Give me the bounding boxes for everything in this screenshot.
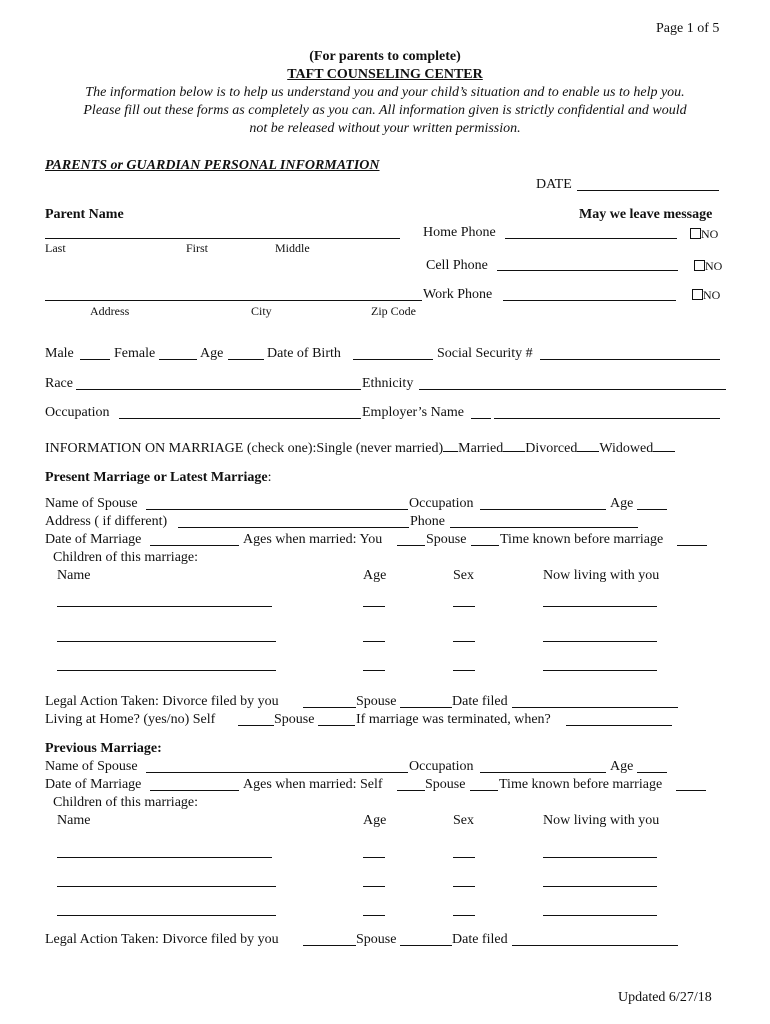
- living-home-label: Living at Home? (yes/no) Self: [45, 712, 216, 727]
- prev-child-age-field[interactable]: [363, 915, 385, 916]
- occupation-field[interactable]: [119, 418, 361, 419]
- prev-children-col-age: Age: [363, 813, 387, 828]
- children-col-age: Age: [363, 568, 387, 583]
- prev-children-col-living: Now living with you: [543, 813, 660, 828]
- work-phone-label: Work Phone: [423, 287, 493, 302]
- child-living-field[interactable]: [543, 670, 657, 671]
- cell-no-label: NO: [705, 259, 723, 273]
- legal-spouse-label: Spouse: [356, 694, 397, 709]
- age-label: Age: [200, 346, 224, 361]
- prev-legal-spouse-label: Spouse: [356, 932, 397, 947]
- prev-child-living-field[interactable]: [543, 886, 657, 887]
- intro-line-2: Please fill out these forms as completely as you can. All information given is strictly confidential and would: [83, 103, 687, 118]
- spouse-age-label: Age: [610, 496, 634, 511]
- female-label: Female: [114, 346, 156, 361]
- home-no-label: NO: [701, 227, 719, 241]
- cell-phone-field[interactable]: [497, 270, 678, 271]
- header-note: (For parents to complete): [309, 49, 461, 64]
- prev-children-col-name: Name: [57, 813, 91, 828]
- occupation-label: Occupation: [45, 405, 110, 420]
- org-title: TAFT COUNSELING CENTER: [287, 67, 483, 82]
- divorced-option: Divorced: [525, 441, 578, 456]
- spouse-age-field[interactable]: [637, 509, 667, 510]
- race-label: Race: [45, 376, 73, 391]
- living-self-field[interactable]: [238, 725, 274, 726]
- middle-name-sublabel: Middle: [275, 241, 310, 255]
- page-number: Page 1 of 5: [656, 21, 720, 36]
- home-phone-label: Home Phone: [423, 225, 496, 240]
- child-sex-field[interactable]: [453, 641, 475, 642]
- child-sex-field[interactable]: [453, 670, 475, 671]
- single-option: Single (never married): [316, 441, 444, 456]
- prev-legal-action-label: Legal Action Taken: Divorce filed by you: [45, 932, 279, 947]
- present-marriage-title: [45, 471, 272, 485]
- dob-label: Date of Birth: [267, 346, 341, 361]
- parent-name-label: Parent Name: [45, 207, 124, 222]
- ssn-label: Social Security #: [437, 346, 533, 361]
- date-of-marriage-label: Date of Marriage: [45, 532, 142, 547]
- time-known-label: Time known before marriage: [500, 532, 664, 547]
- prev-child-living-field[interactable]: [543, 857, 657, 858]
- ages-married-spouse-label: Spouse: [426, 532, 467, 547]
- prev-time-known-label: Time known before marriage: [499, 777, 663, 792]
- ssn-field[interactable]: [540, 359, 720, 360]
- prev-legal-spouse-field[interactable]: [400, 945, 452, 946]
- spouse-address-field[interactable]: [178, 527, 409, 528]
- cell-phone-label: Cell Phone: [426, 258, 488, 273]
- last-name-sublabel: Last: [45, 241, 66, 255]
- cell-no-checkbox[interactable]: [694, 260, 705, 271]
- male-field[interactable]: [80, 359, 110, 360]
- legal-you-field[interactable]: [303, 707, 356, 708]
- child-sex-field[interactable]: [453, 606, 475, 607]
- legal-action-label: Legal Action Taken: Divorce filed by you: [45, 694, 279, 709]
- spouse-phone-field[interactable]: [450, 527, 638, 528]
- work-no-checkbox[interactable]: [692, 289, 703, 300]
- child-age-field[interactable]: [363, 670, 385, 671]
- prev-date-filed-field[interactable]: [512, 945, 678, 946]
- prev-spouse-name-field[interactable]: [146, 772, 408, 773]
- prev-child-sex-field[interactable]: [453, 857, 475, 858]
- date-label: DATE: [536, 177, 572, 192]
- leave-message-label: May we leave message: [579, 207, 713, 222]
- section-title: PARENTS or GUARDIAN PERSONAL INFORMATION: [45, 158, 380, 173]
- spouse-occupation-field[interactable]: [480, 509, 606, 510]
- terminated-field[interactable]: [566, 725, 672, 726]
- intro-line-3: not be released without your written permission.: [249, 121, 521, 136]
- child-name-field[interactable]: [57, 641, 276, 642]
- terminated-label: If marriage was terminated, when?: [356, 712, 551, 727]
- work-phone-field[interactable]: [503, 300, 676, 301]
- child-living-field[interactable]: [543, 606, 657, 607]
- prev-child-name-field[interactable]: [57, 886, 276, 887]
- child-age-field[interactable]: [363, 641, 385, 642]
- marriage-info-prefix: INFORMATION ON MARRIAGE (check one):: [45, 441, 317, 456]
- date-filed-label: Date filed: [452, 694, 508, 709]
- updated-footer: Updated 6/27/18: [618, 990, 712, 1005]
- date-filed-field[interactable]: [512, 707, 678, 708]
- intro-line-1: The information below is to help us understand you and your child’s situation and to enable us to help you.: [85, 85, 685, 100]
- ages-married-you-field[interactable]: [397, 545, 425, 546]
- date-of-marriage-field[interactable]: [150, 545, 239, 546]
- legal-spouse-field[interactable]: [400, 707, 452, 708]
- home-no-checkbox[interactable]: [690, 228, 701, 239]
- prev-child-age-field[interactable]: [363, 886, 385, 887]
- present-marriage-title-text: Present Marriage or Latest Marriage: [45, 470, 268, 485]
- female-field[interactable]: [159, 359, 197, 360]
- child-name-field[interactable]: [57, 670, 276, 671]
- address-field[interactable]: [45, 300, 422, 301]
- prev-child-sex-field[interactable]: [453, 886, 475, 887]
- employer-label: Employer’s Name: [362, 405, 464, 420]
- children-col-sex: Sex: [453, 568, 474, 583]
- children-label: Children of this marriage:: [53, 550, 199, 565]
- first-name-sublabel: First: [186, 241, 209, 255]
- prev-date-of-marriage-field[interactable]: [150, 790, 239, 791]
- married-option: Married: [458, 441, 504, 456]
- zip-sublabel: Zip Code: [371, 304, 416, 318]
- home-phone-field[interactable]: [505, 238, 677, 239]
- employer-field-b[interactable]: [494, 418, 720, 419]
- prev-legal-you-field[interactable]: [303, 945, 356, 946]
- prev-occupation-field[interactable]: [480, 772, 606, 773]
- spouse-occupation-label: Occupation: [409, 496, 474, 511]
- address-sublabel: Address: [90, 304, 130, 318]
- prev-child-name-field[interactable]: [57, 915, 276, 916]
- prev-children-col-sex: Sex: [453, 813, 474, 828]
- living-spouse-field[interactable]: [318, 725, 355, 726]
- prev-child-living-field[interactable]: [543, 915, 657, 916]
- parent-name-field[interactable]: [45, 238, 400, 239]
- previous-marriage-title: Previous Marriage:: [45, 741, 162, 756]
- employer-field-a[interactable]: [471, 418, 491, 419]
- spouse-name-field[interactable]: [146, 509, 408, 510]
- ages-married-label: Ages when married: You: [243, 532, 383, 547]
- prev-age-field[interactable]: [637, 772, 667, 773]
- widowed-field[interactable]: [653, 451, 675, 452]
- city-sublabel: City: [251, 304, 272, 318]
- prev-child-age-field[interactable]: [363, 857, 385, 858]
- time-known-field[interactable]: [677, 545, 707, 546]
- date-field[interactable]: [577, 190, 719, 191]
- prev-age-label: Age: [610, 759, 634, 774]
- married-field[interactable]: [503, 451, 525, 452]
- marriage-info-label: [45, 442, 675, 456]
- ages-married-spouse-field[interactable]: [471, 545, 499, 546]
- ethnicity-field[interactable]: [419, 389, 726, 390]
- divorced-field[interactable]: [577, 451, 599, 452]
- children-col-name: Name: [57, 568, 91, 583]
- prev-children-label: Children of this marriage:: [53, 795, 199, 810]
- prev-occupation-label: Occupation: [409, 759, 474, 774]
- race-field[interactable]: [76, 389, 361, 390]
- dob-field[interactable]: [353, 359, 433, 360]
- prev-ages-self-field[interactable]: [397, 790, 425, 791]
- present-marriage-colon: :: [267, 470, 272, 485]
- prev-ages-spouse-label: Spouse: [425, 777, 466, 792]
- prev-time-known-field[interactable]: [676, 790, 706, 791]
- prev-child-sex-field[interactable]: [453, 915, 475, 916]
- prev-child-name-field[interactable]: [57, 857, 272, 858]
- male-label: Male: [45, 346, 74, 361]
- spouse-address-label: Address ( if different): [45, 514, 168, 529]
- child-living-field[interactable]: [543, 641, 657, 642]
- prev-date-filed-label: Date filed: [452, 932, 508, 947]
- prev-spouse-name-label: Name of Spouse: [45, 759, 138, 774]
- prev-ages-spouse-field[interactable]: [470, 790, 498, 791]
- spouse-phone-label: Phone: [410, 514, 445, 529]
- widowed-option: Widowed: [599, 441, 654, 456]
- spouse-name-label: Name of Spouse: [45, 496, 138, 511]
- living-spouse-label: Spouse: [274, 712, 315, 727]
- child-name-field[interactable]: [57, 606, 272, 607]
- ethnicity-label: Ethnicity: [362, 376, 414, 391]
- work-no-label: NO: [703, 288, 721, 302]
- children-col-living: Now living with you: [543, 568, 660, 583]
- age-field[interactable]: [228, 359, 264, 360]
- prev-ages-married-label: Ages when married: Self: [243, 777, 383, 792]
- single-field[interactable]: [443, 451, 458, 452]
- prev-date-of-marriage-label: Date of Marriage: [45, 777, 142, 792]
- child-age-field[interactable]: [363, 606, 385, 607]
